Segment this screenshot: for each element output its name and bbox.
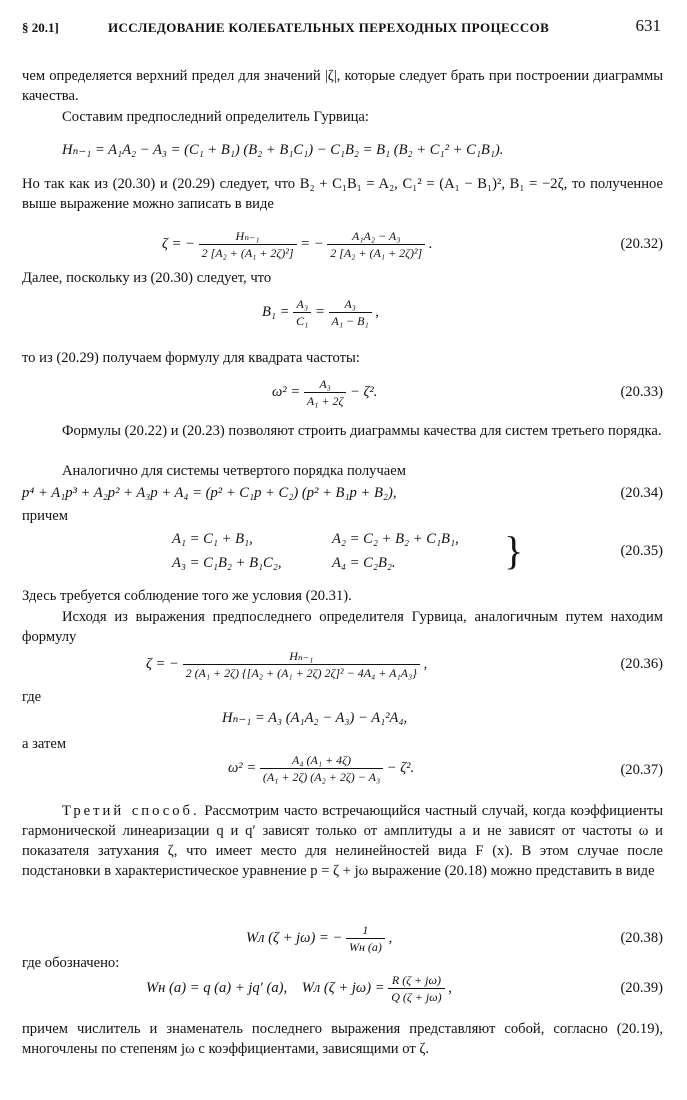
eq35-right-1: A₂ = C₂ + B₂ + C₁B₁,: [332, 531, 459, 547]
eq38-numerator: 1: [346, 922, 385, 939]
eq39-part-b: Wл (ζ + jω) =: [301, 979, 385, 996]
eq33-numerator: A₃: [304, 376, 346, 393]
eq38-fraction: [346, 922, 385, 955]
eq38-denominator: Wн (a): [348, 940, 382, 954]
eq36-lhs: ζ = −: [146, 655, 179, 672]
b1-fraction-2: [329, 296, 372, 329]
eq35-left-2: A₃ = C₁B₂ + B₁C₂,: [172, 555, 282, 571]
eq36-numerator: Hₙ₋₁: [183, 648, 420, 665]
eq33-number: (20.33): [620, 384, 663, 400]
equation-b1: [22, 296, 663, 332]
equation-20-35: [22, 527, 663, 577]
section-number: § 20.1]: [22, 20, 59, 35]
b1-numerator-1: A₃: [293, 296, 311, 313]
paragraph-14: где обозначено:: [22, 955, 120, 971]
paragraph-13-lead: Третий способ.: [62, 803, 200, 819]
eq37-fraction: [260, 752, 383, 785]
eq33-fraction: [304, 376, 346, 409]
eq32-lhs: ζ = −: [162, 235, 195, 252]
b1-denominator-1: C₁: [296, 314, 309, 328]
eq32-end: .: [428, 235, 433, 252]
b1-lhs: B₁ =: [262, 303, 290, 320]
paragraph-8: причем: [22, 508, 68, 524]
paragraph-3: Но так как из (20.30) и (20.29) следует, что B₂ + C₁B₁ = A₂, C₁² = (A₁ − B₁)², B₁ = −2ζ, то полученное выше выражение можно записать в виде: [22, 176, 663, 212]
eq35-number: (20.35): [620, 543, 663, 559]
eq39-denominator: Q (ζ + jω): [391, 990, 442, 1004]
eq39-fraction: [388, 972, 444, 1005]
paragraph-13-body: Рассмотрим часто встречающийся частный случай, когда коэффициенты гармонической линеаризации q и q′ зависят только от амплитуды a и не зависят от частоты ω и показателя затухания ζ, что имеет место для нелинейностей вида F (x). В этом случае после подстановки в характеристическое уравнение p = ζ + jω выражение (20.18) можно представить в виде: [22, 803, 664, 879]
eq37-rhs: − ζ².: [386, 759, 415, 776]
eq39-numerator: R (ζ + jω): [388, 972, 444, 989]
eq39-end: ,: [448, 979, 452, 996]
paragraph-13: [22, 801, 663, 881]
equation-20-32: [22, 228, 663, 264]
b1-mid: =: [315, 303, 325, 320]
equation-20-39: [22, 972, 663, 1008]
paragraph-12: а затем: [22, 736, 67, 752]
eq35-brace: }: [504, 528, 524, 573]
hn1-expression: Hₙ₋₁ = A₃ (A₁A₂ − A₃) − A₁²A₄,: [222, 710, 408, 726]
eq37-denominator: (A₁ + 2ζ) (A₂ + 2ζ) − A₃: [262, 770, 381, 784]
b1-denominator-2: A₁ − B₁: [331, 314, 369, 328]
b1-fraction-1: [293, 296, 311, 329]
eq34-expression: p⁴ + A₁p³ + A₂p² + A₃p + A₄ = (p² + C₁p + C₂) (p² + B₁p + B₂),: [22, 485, 397, 501]
eq32-number: (20.32): [620, 236, 663, 252]
paragraph-15: причем числитель и знаменатель последнего выражения представляют собой, согласно (20.19), многочлены по степеням jω с коэффициентами, зависящими от ζ.: [22, 1021, 663, 1057]
eq32-mid: = −: [300, 235, 324, 252]
paragraph-7: Аналогично для системы четвертого порядка получаем: [62, 463, 406, 479]
eq37-lhs: ω² =: [228, 759, 257, 776]
b1-end: ,: [375, 303, 379, 320]
eq35-right-2: A₄ = C₂B₂.: [332, 555, 396, 571]
paragraph-2: Составим предпоследний определитель Гурвица:: [62, 109, 369, 125]
hurwitz-expression: Hₙ₋₁ = A₁A₂ − A₃ = (C₁ + B₁) (B₂ + B₁C₁) − C₁B₂ = B₁ (B₂ + C₁² + C₁B₁).: [62, 142, 504, 158]
eq39-part-a: Wн (a) = q (a) + jq′ (a),: [146, 979, 288, 996]
equation-hn1: [22, 704, 663, 732]
eq36-fraction: [183, 648, 420, 681]
equation-hurwitz: [22, 136, 663, 172]
eq34-number: (20.34): [620, 485, 663, 501]
eq36-end: ,: [423, 655, 428, 672]
eq32-fraction-2: [327, 228, 425, 261]
eq38-number: (20.38): [620, 930, 663, 946]
page-number: 631: [635, 16, 661, 35]
eq32-denominator-2: 2 [A₂ + (A₁ + 2ζ)²]: [330, 246, 423, 260]
paragraph-10: Исходя из выражения предпоследнего определителя Гурвица, аналогичным путем находим формулу: [22, 609, 663, 645]
eq36-denominator: 2 (A₁ + 2ζ) {[A₂ + (A₁ + 2ζ) 2ζ]² − 4A₄ + A₁A₃}: [185, 666, 417, 680]
equation-20-36: [22, 648, 663, 684]
eq39-number: (20.39): [620, 980, 663, 996]
paragraph-11: где: [22, 689, 42, 705]
equation-20-34: [22, 480, 663, 506]
equation-20-37: [22, 752, 663, 788]
running-header: [22, 16, 661, 40]
b1-numerator-2: A₃: [329, 296, 372, 313]
eq32-numerator-2: A₁A₂ − A₃: [327, 228, 425, 245]
eq32-denominator-1: 2 [A₂ + (A₁ + 2ζ)²]: [201, 246, 294, 260]
eq33-rhs: − ζ².: [349, 383, 378, 400]
eq38-lhs: Wл (ζ + jω) = −: [246, 929, 343, 946]
eq37-number: (20.37): [620, 762, 663, 778]
paragraph-4: Далее, поскольку из (20.30) следует, что: [22, 270, 272, 286]
eq32-numerator-1: Hₙ₋₁: [199, 228, 297, 245]
eq33-denominator: A₁ + 2ζ: [306, 394, 344, 408]
paragraph-1: чем определяется верхний предел для значений |ζ|, которые следует брать при построении диаграммы качества.: [22, 68, 663, 104]
eq36-number: (20.36): [620, 656, 663, 672]
paragraph-6: Формулы (20.22) и (20.23) позволяют строить диаграммы качества для систем третьего порядка.: [62, 423, 662, 439]
eq33-lhs: ω² =: [272, 383, 301, 400]
running-title: ИССЛЕДОВАНИЕ КОЛЕБАТЕЛЬНЫХ ПЕРЕХОДНЫХ ПРОЦЕССОВ: [108, 20, 550, 35]
eq38-end: ,: [388, 929, 393, 946]
paragraph-5: то из (20.29) получаем формулу для квадрата частоты:: [22, 350, 360, 366]
eq35-left-1: A₁ = C₁ + B₁,: [172, 531, 253, 547]
eq37-numerator: A₄ (A₁ + 4ζ): [260, 752, 383, 769]
paragraph-9: Здесь требуется соблюдение того же условия (20.31).: [22, 588, 352, 604]
eq32-fraction-1: [199, 228, 297, 261]
equation-20-33: [22, 376, 663, 412]
